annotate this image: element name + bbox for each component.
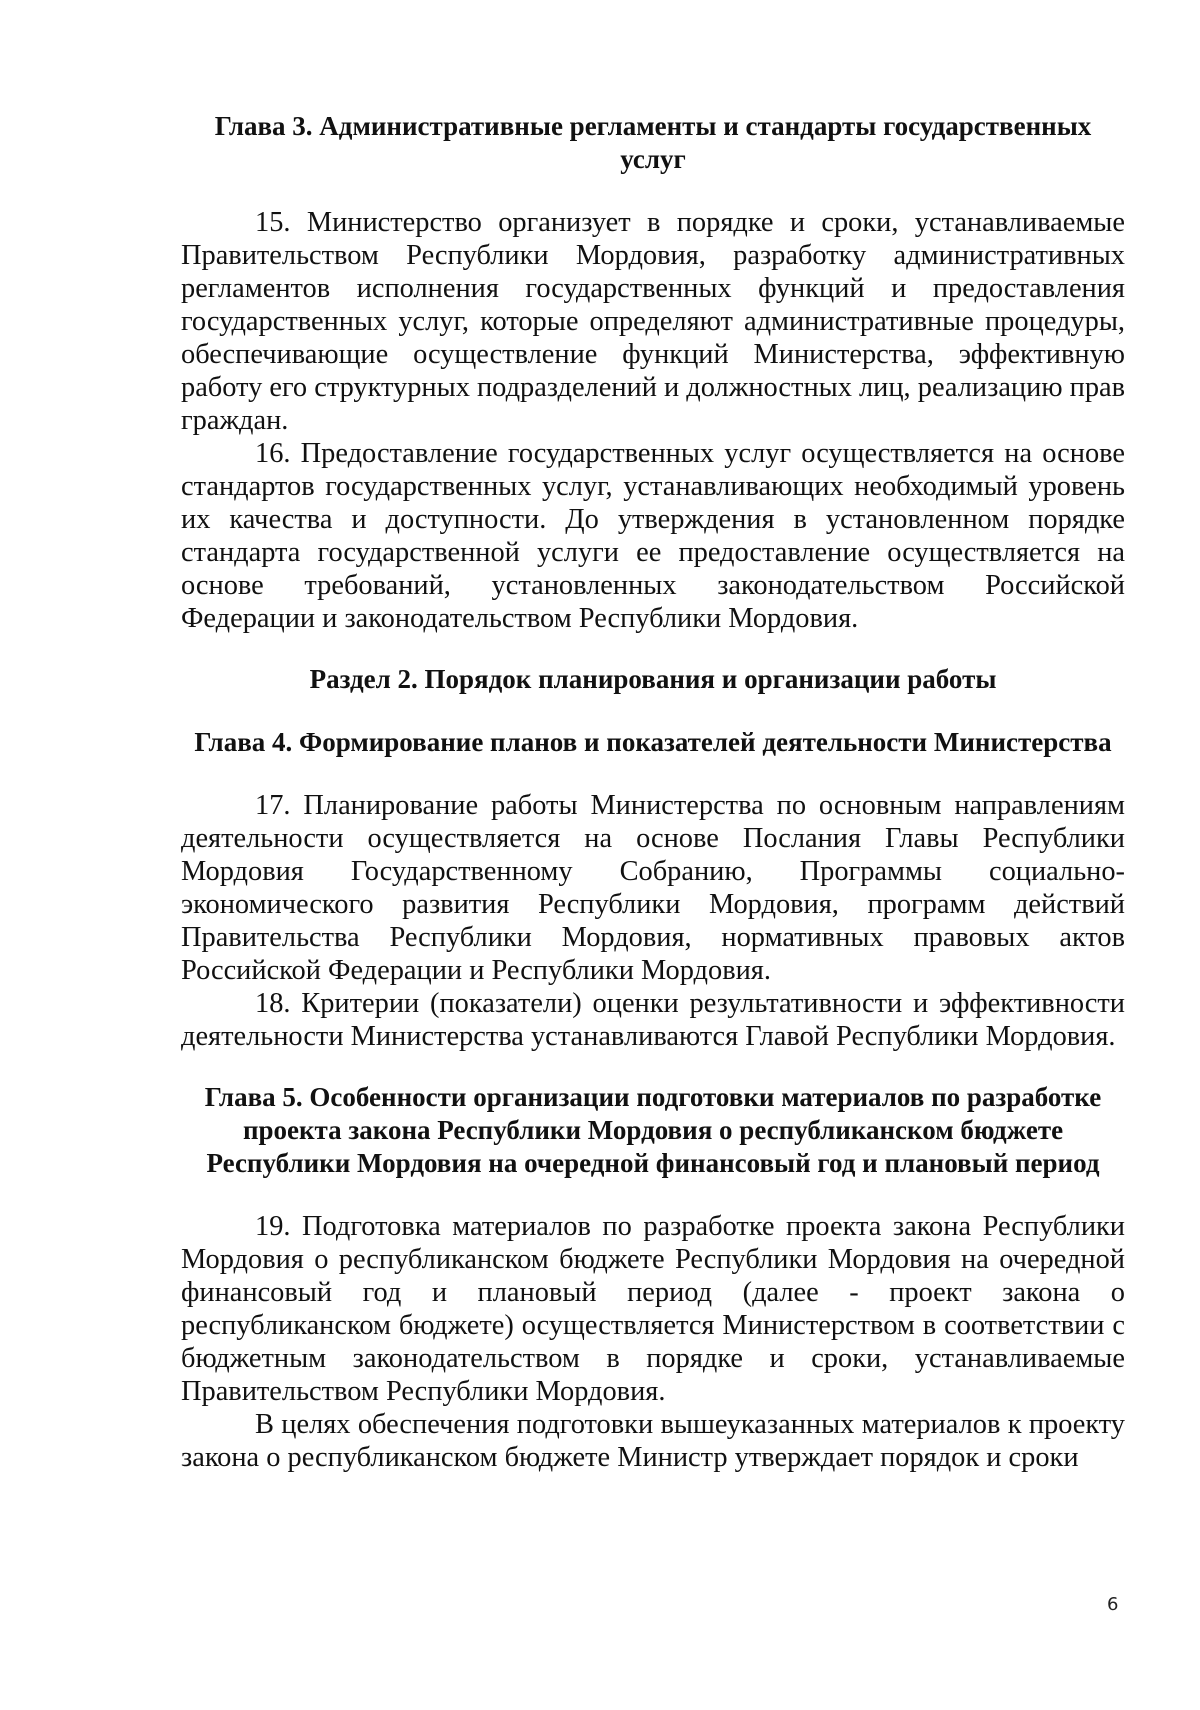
paragraph-16: 16. Предоставление государственных услуг осуществляется на основе стандартов государственных услуг, устанавливающих необходимый уровень их качества и доступности. До утверждения в установленном порядке стандарта государственной услуги ее предоставление осуществляется на основе требований, установленных законодательством Российской Федерации и законодательством Республики Мордовия. bbox=[181, 438, 1125, 634]
section-2-heading: Раздел 2. Порядок планирования и организации работы bbox=[309, 664, 997, 694]
chapter-5-heading: Глава 5. Особенности организации подготовки материалов по разработке проекта закона Республики Мордовия о республиканском бюджете Республики Мордовия на очередной финансовый год и плановый период bbox=[204, 1082, 1102, 1178]
paragraph-15: 15. Министерство организует в порядке и сроки, устанавливаемые Правительством Республики Мордовия, разработку административных регламентов исполнения государственных функций и предоставления государственных услуг, которые определяют административные процедуры, обеспечивающие осуществление функций Министерства, эффективную работу его структурных подразделений и должностных лиц, реализацию прав граждан. bbox=[181, 207, 1126, 436]
paragraph-17: 17. Планирование работы Министерства по основным направлениям деятельности осуществляется на основе Послания Главы Республики Мордовия Государственному Собранию, Программы социально-экономического развития Республики Мордовия, программ действий Правительства Республики Мордовия, нормативных правовых актов Российской Федерации и Республики Мордовия. bbox=[181, 790, 1125, 986]
paragraph-18: 18. Критерии (показатели) оценки результативности и эффективности деятельности Министерства устанавливаются Главой Республики Мордовия. bbox=[181, 988, 1125, 1052]
chapter-4-heading: Глава 4. Формирование планов и показателей деятельности Министерства bbox=[194, 727, 1112, 757]
paragraph-19-continuation: В целях обеспечения подготовки вышеуказанных материалов к проекту закона о республиканском бюджете Министр утверждает порядок и сроки bbox=[181, 1409, 1125, 1473]
page-number: 6 bbox=[1107, 1594, 1119, 1615]
chapter-3-heading: Глава 3. Административные регламенты и стандарты государственных услуг bbox=[214, 111, 1092, 174]
paragraph-19: 19. Подготовка материалов по разработке проекта закона Республики Мордовия о республиканском бюджете Республики Мордовия на очередной финансовый год и плановый период (далее - проект закона о республиканском бюджете) осуществляется Министерством в соответствии с бюджетным законодательством в порядке и сроки, устанавливаемые Правительством Республики Мордовия. bbox=[181, 1211, 1125, 1407]
document-body bbox=[181, 110, 1125, 1474]
